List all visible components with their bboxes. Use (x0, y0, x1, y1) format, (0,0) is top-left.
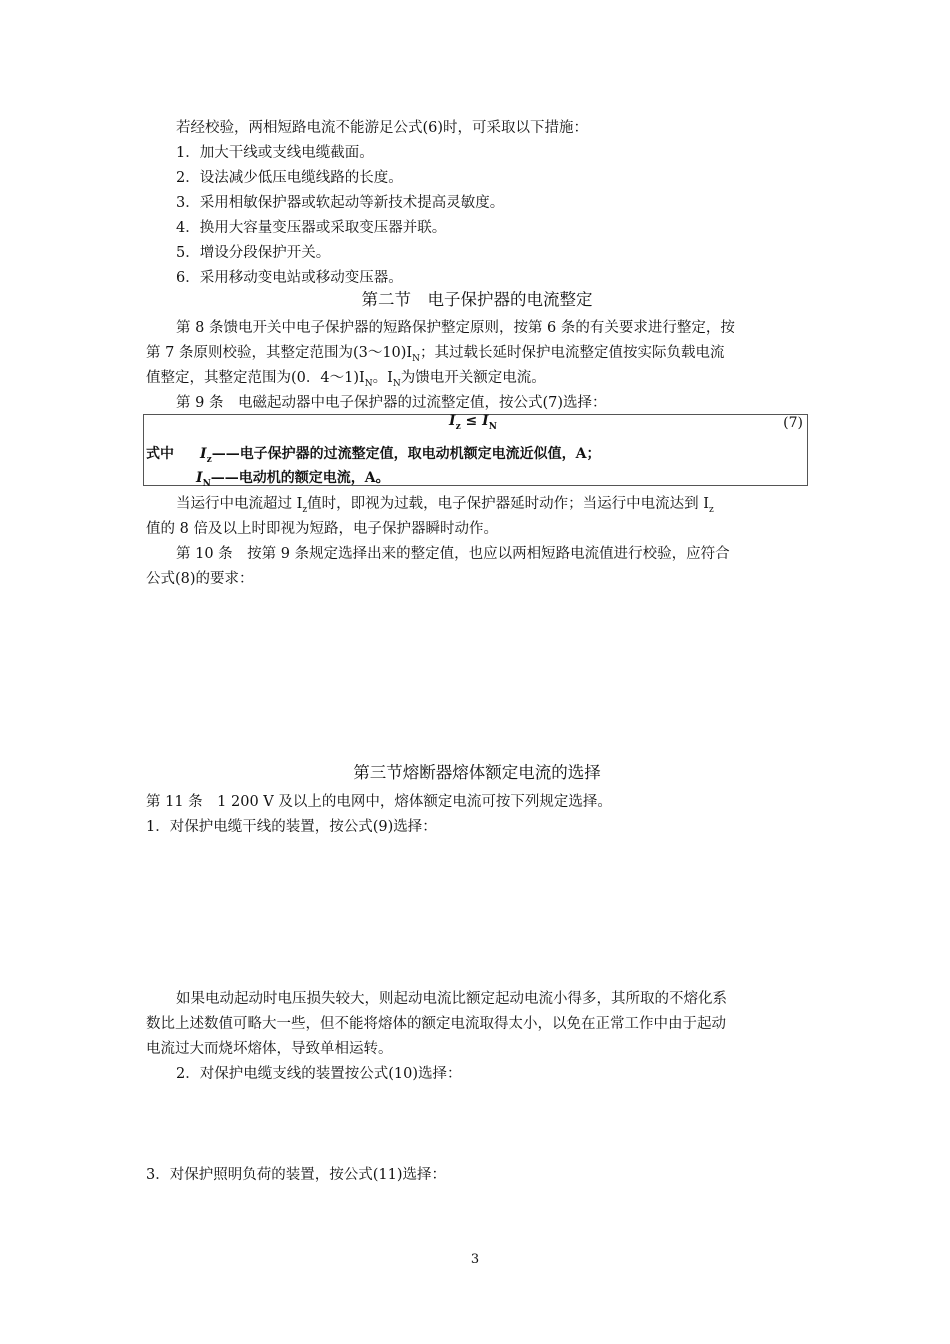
section-heading-2: 第二节 电子保护器的电流整定 (361, 290, 593, 309)
paragraph-motor: 如果电动起动时电压损失较大，则起动电流比额定起动电流小得多，其所取的不熔化系 (176, 991, 727, 1007)
article-8-line: 值整定，其整定范围为(0．$4\sim 1)I_N$。$I_N$为馈电开关额定电流。 (146, 370, 546, 389)
list-item: 2．对保护电缆支线的装置按公式(10)选择： (176, 1066, 462, 1082)
formula-7-box (143, 413, 808, 489)
article-11: 第 11 条 1 200 V 及以上的电网中，熔体额定电流可按下列规定选择。 (146, 794, 612, 810)
list-item: 3．采用相敏保护器或软起动等新技术提高灵敏度。 (176, 195, 505, 211)
paragraph-running: 值的 8 倍及以上时即视为短路，电子保护器瞬时动作。 (146, 521, 498, 537)
formula-where: 式中 (146, 446, 174, 462)
formula-number: (7) (783, 415, 803, 431)
article-9: 第 9 条 电磁起动器中电子保护器的过流整定值，按公式(7)选择： (176, 395, 607, 411)
list-item: 2．设法减少低压电缆线路的长度。 (176, 170, 403, 186)
list-item: 5．增设分段保护开关。 (176, 245, 331, 261)
paragraph-running: 当运行中电流超过 $I_z$值时，即视为过载，电子保护器延时动作；当运行中电流达到 $I_z$ (176, 496, 714, 515)
paragraph-motor: 数比上述数值可略大一些，但不能将熔体的额定电流取得太小，以免在正常工作中由于起动 (146, 1016, 726, 1032)
formula-definition: $I_N——$电动机的额定电流，A。 (196, 470, 390, 489)
paragraph-motor: 电流过大而烧坏熔体，导致单相运转。 (146, 1041, 393, 1057)
list-item: 4．换用大容量变压器或采取变压器并联。 (176, 220, 447, 236)
section-heading-3: 第三节熔断器熔体额定电流的选择 (353, 763, 601, 782)
article-8-line: 第 7 条原则校验，其整定范围为$(3\sim 10)I_N$；其过载长延时保护电流整定值按实际负载电流 (146, 345, 725, 364)
article-10-line: 公式(8)的要求： (146, 571, 254, 587)
list-item: 1．加大干线或支线电缆截面。 (176, 145, 374, 161)
article-8-line: 第 8 条馈电开关中电子保护器的短路保护整定原则，按第 6 条的有关要求进行整定，按 (176, 320, 735, 336)
paragraph-check: 若经校验，两相短路电流不能游足公式(6)时，可采取以下措施： (176, 120, 589, 136)
list-item: 6．采用移动变电站或移动变压器。 (176, 270, 403, 286)
list-item: 3．对保护照明负荷的装置，按公式(11)选择： (146, 1167, 446, 1183)
formula-definition: $I_z——$电子保护器的过流整定值，取电动机额定电流近似值，A； (200, 446, 601, 465)
formula-expression: $I_z \le I_N$ (449, 413, 497, 432)
page-number: 3 (470, 1252, 480, 1267)
list-item: 1．对保护电缆干线的装置，按公式(9)选择： (146, 819, 437, 835)
article-10-line: 第 10 条 按第 9 条规定选择出来的整定值，也应以两相短路电流值进行校验，应符合 (176, 546, 730, 562)
